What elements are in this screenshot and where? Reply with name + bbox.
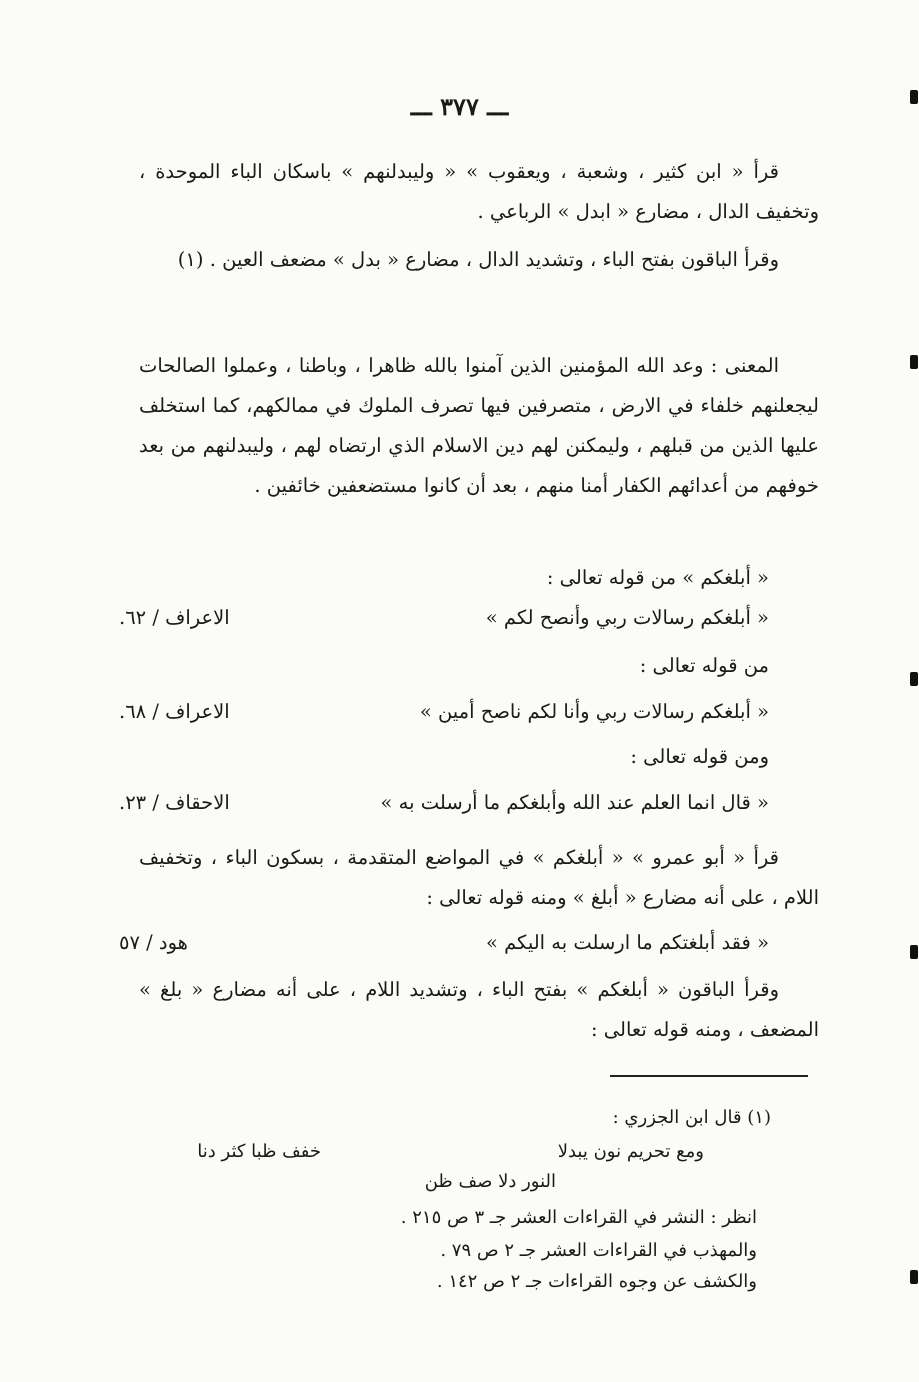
scan-margin-mark <box>910 90 918 104</box>
scan-margin-mark <box>910 355 918 369</box>
verse-reference: هود / ٥٧ <box>119 931 188 954</box>
verse-reference: الاعراف / ٦٨. <box>119 700 230 723</box>
footnote-divider <box>610 1075 808 1077</box>
verse-quote: « أبلغكم رسالات ربي وأنصح لكم » <box>485 606 769 629</box>
verse-line-3 <box>119 788 769 818</box>
page-number: ـــ ٣٧٧ ـــ <box>410 92 509 121</box>
footnote-verse-hemistich-1: ومع تحريم نون يبدلا <box>557 1141 704 1162</box>
paragraph-meaning: المعنى : وعد الله المؤمنين الذين آمنوا بالله ظاهرا ، وباطنا ، وعملوا الصالحات ليجعلنهم خلفاء في الارض ، متصرفين فيها تصرف الملوك في ممالكهم، كما استخلف عليها الذين من قبلهم ، وليمكنن لهم دين الاسلام الذي ارتضاه لهم ، وليبدلنهم من بعد خوفهم من أعدائهم الكفار أمنا منهم ، بعد أن كانوا مستضعفين خائفين . <box>139 354 819 497</box>
verse-quote: « قال انما العلم عند الله وأبلغكم ما أرسلت به » <box>380 791 769 814</box>
scan-margin-mark <box>910 1270 918 1284</box>
footnote-verse-hemistich-2: خفف ظبا كثر دنا <box>197 1141 321 1162</box>
verse-quote: « أبلغكم رسالات ربي وأنا لكم ناصح أمين » <box>419 700 769 723</box>
intro-line-2: من قوله تعالى : <box>639 654 769 677</box>
footnote-source-3: والكشف عن وجوه القراءات جـ ٢ ص ١٤٢ . <box>436 1271 757 1292</box>
verse-reference: الاحقاف / ٢٣. <box>119 791 230 814</box>
verse-line-2 <box>119 697 769 727</box>
verse-line-1 <box>119 603 769 633</box>
footnote-source-2: والمهذب في القراءات العشر جـ ٢ ص ٧٩ . <box>440 1240 757 1261</box>
scan-margin-mark <box>910 945 918 959</box>
paragraph-readings-4: وقرأ الباقون « أبلغكم » بفتح الباء ، وتشديد اللام ، على أنه مضارع « بلغ » المضعف ، ومنه قوله تعالى : <box>139 978 819 1041</box>
footnote-source-1: انظر : النشر في القراءات العشر جـ ٣ ص ٢١٥ . <box>400 1207 757 1228</box>
footnote-heading: (١) قال ابن الجزري : <box>612 1107 771 1128</box>
intro-line-3: ومن قوله تعالى : <box>630 745 769 768</box>
verse-reference: الاعراف / ٦٢. <box>119 606 230 629</box>
verse-quote: « فقد أبلغتكم ما ارسلت به اليكم » <box>485 931 769 954</box>
footnote-verse-line-2: النور دلا صف ظن <box>424 1171 556 1192</box>
intro-line-1: « أبلغكم » من قوله تعالى : <box>546 566 769 589</box>
paragraph-readings-1: قرأ « ابن كثير ، وشعبة ، ويعقوب » « وليبدلنهم » باسكان الباء الموحدة ، وتخفيف الدال ، مضارع « ابدل » الرباعي . <box>139 160 819 223</box>
paragraph-readings-3: قرأ « أبو عمرو » « أبلغكم » في المواضع المتقدمة ، بسكون الباء ، وتخفيف اللام ، على أنه مضارع « أبلغ » ومنه قوله تعالى : <box>139 846 819 909</box>
paragraph-readings-2: وقرأ الباقون بفتح الباء ، وتشديد الدال ، مضارع « بدل » مضعف العين . (١) <box>177 248 779 271</box>
scan-margin-mark <box>910 672 918 686</box>
verse-line-4 <box>119 928 769 958</box>
